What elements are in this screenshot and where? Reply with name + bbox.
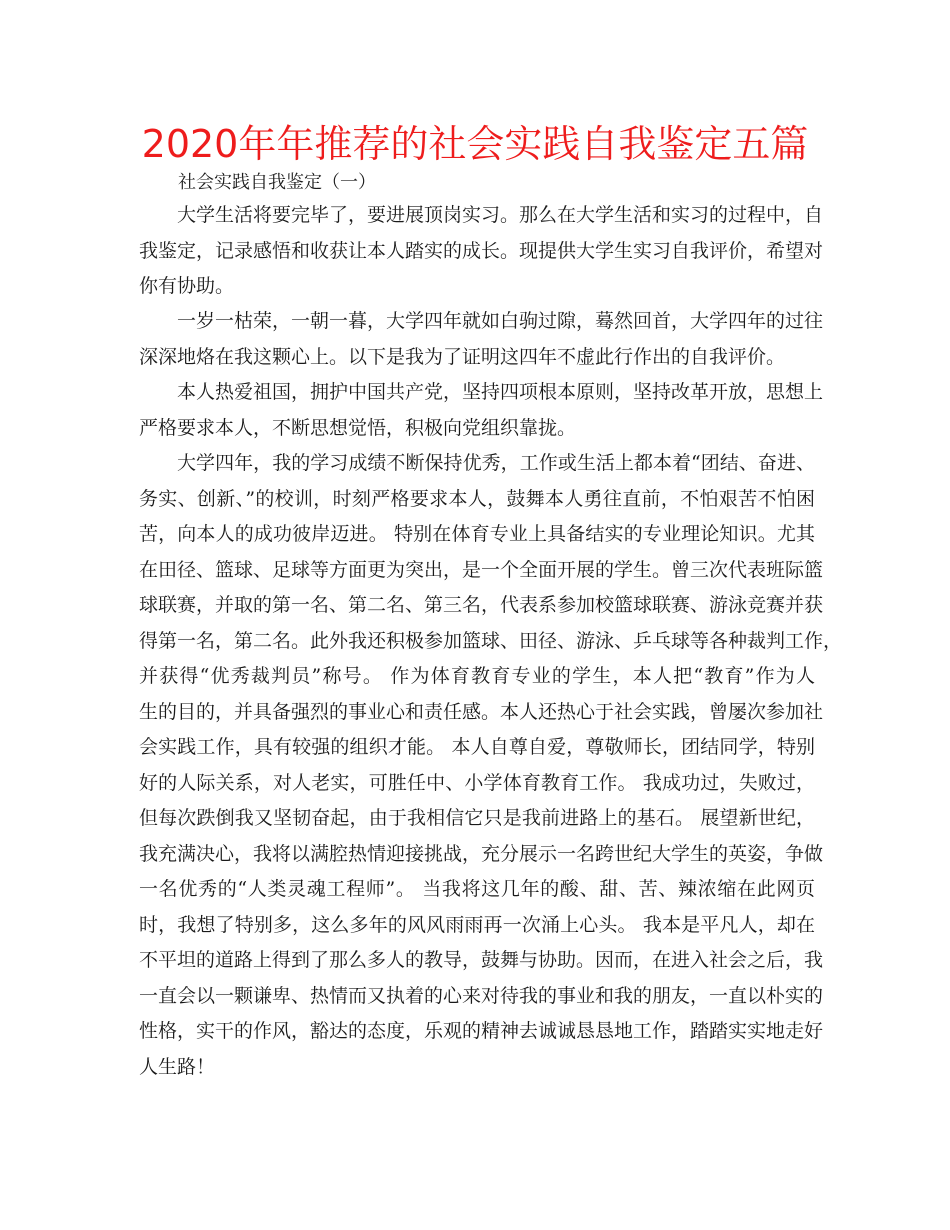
paragraph-line: 一直会以一颗谦卑、热情而又执着的心来对待我的事业和我的朋友，一直以朴实的 [139,984,824,1007]
paragraph-line: 苦，向本人的成功彼岸迈进。 特别在体育专业上具备结实的专业理论知识。尤其 [139,523,815,545]
paragraph-2 [139,304,824,375]
paragraph-line: 会实践工作，具有较强的组织才能。 本人自尊自爱，尊敬师长，团结同学，特别 [139,736,815,758]
paragraph-line: 并获得“优秀裁判员”称号。 作为体育教育专业的学生，本人把“教育”作为人 [139,665,815,687]
paragraph-line: 大学生活将要完毕了，要进展顶岗实习。那么在大学生活和实习的过程中，自 [177,204,824,226]
paragraph-3 [139,375,824,446]
paragraph-line: 生的目的，并具备强烈的事业心和责任感。本人还热心于社会实践，曾屡次参加社 [139,700,824,723]
paragraph-line: 在田径、篮球、足球等方面更为突出，是一个全面开展的学生。曾三次代表班际篮 [139,558,824,581]
section-subtitle: 社会实践自我鉴定（一） [178,172,376,193]
paragraph-line: 大学四年，我的学习成绩不断保持优秀，工作或生活上都本着“团结、奋进、 [177,452,815,474]
paragraph-line: 你有协助。 [139,275,235,297]
paragraph-line: 深深地烙在我这颗心上。以下是我为了证明这四年不虚此行作出的自我评价。 [139,345,786,368]
paragraph-line: 球联赛，并取的第一名、第二名、第三名，代表系参加校篮球联赛、游泳竞赛并获 [139,594,824,616]
paragraph-line: 严格要求本人，不断思想觉悟，积极向党组织靠拢。 [139,416,577,439]
paragraph-1 [139,198,824,305]
paragraph-line: 务实、创新、”的校训，时刻严格要求本人，鼓舞本人勇往直前，不怕艰苦不怕困 [139,487,815,510]
paragraph-line: 我充满决心，我将以满腔热情迎接挑战，充分展示一名跨世纪大学生的英姿，争做 [139,842,824,865]
paragraph-line: 我鉴定，记录感悟和收获让本人踏实的成长。现提供大学生实习自我评价，希望对 [139,239,824,262]
paragraph-4 [139,446,843,1085]
paragraph-line: 本人热爱祖国，拥护中国共产党，坚持四项根本原则，坚持改革开放，思想上 [177,381,824,403]
paragraph-line: 时，我想了特别多，这么多年的风风雨雨再一次涌上心头。 我本是平凡人，却在 [139,913,815,936]
paragraph-line: 好的人际关系，对人老实，可胜任中、小学体育教育工作。 我成功过，失败过， [139,771,815,794]
paragraph-line: 但每次跌倒我又坚韧奋起，由于我相信它只是我前进路上的基石。 展望新世纪， [139,807,815,829]
paragraph-line: 一岁一枯荣，一朝一暮，大学四年就如白驹过隙，蓦然回首，大学四年的过往 [177,310,824,332]
page-title: 2020年年推荐的社会实践自我鉴定五篇 [141,122,809,166]
paragraph-line: 不平坦的道路上得到了那么多人的教导，鼓舞与协助。因而，在进入社会之后，我 [139,949,824,971]
paragraph-line: 人生路！ [139,1055,216,1078]
paragraph-line: 得第一名，第二名。此外我还积极参加篮球、田径、游泳、乒乓球等各种裁判工作， [139,629,843,652]
paragraph-line: 性格，实干的作风，豁达的态度，乐观的精神去诚诚恳恳地工作，踏踏实实地走好 [139,1020,824,1042]
paragraph-line: 一名优秀的“人类灵魂工程师”。 当我将这几年的酸、甜、苦、辣浓缩在此网页 [139,878,815,900]
